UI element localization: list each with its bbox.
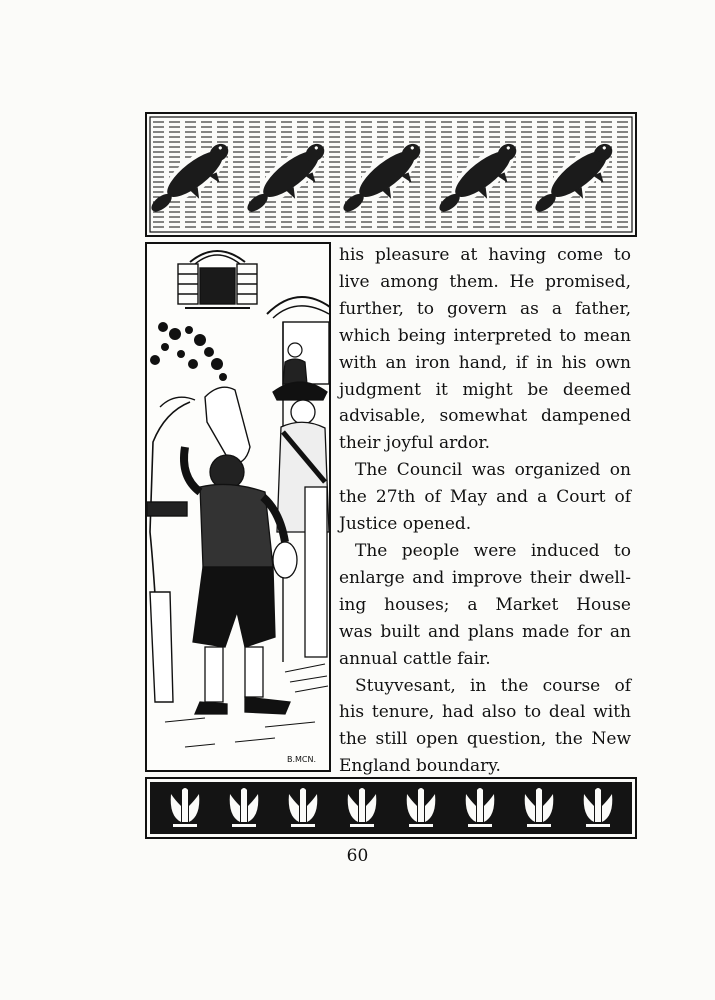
page-number: 60 (346, 846, 369, 866)
text-line: was built and plans made for an (339, 621, 631, 642)
text-line: judgment it might be deemed (339, 379, 631, 400)
paragraph (339, 538, 631, 673)
text-line: annual cattle fair. (339, 648, 491, 669)
beaver-banner (145, 112, 637, 237)
text-line: his pleasure at having come to (339, 245, 631, 265)
text-line: The people were induced to (355, 540, 631, 561)
text-line: enlarge and improve their dwell- (339, 567, 631, 588)
text-line: The Council was organized on (355, 460, 631, 481)
text-line: which being interpreted to mean (339, 325, 631, 346)
text-line: the 27th of May and a Court of (339, 487, 631, 508)
text-line: Justice opened. (339, 514, 472, 535)
text-line: live among them. He promised, (339, 271, 631, 292)
paragraph (339, 457, 631, 538)
text-line: with an iron hand, if in his own (339, 352, 631, 373)
illustrator-signature: B.MCN. (287, 755, 317, 764)
text-line: further, to govern as a father, (339, 298, 631, 319)
body-text-column (339, 242, 631, 780)
text-line: advisable, somewhat dampened (339, 406, 631, 427)
text-line: ing houses; a Market House (339, 594, 631, 615)
text-line: Stuyvesant, in the course of (355, 675, 631, 696)
text-line: his tenure, had also to deal with (339, 702, 631, 723)
colonial-scene-illustration (145, 242, 331, 772)
text-line: England boundary. (339, 756, 501, 777)
tulip-border (145, 777, 637, 839)
paragraph (339, 673, 631, 781)
text-line: the still open question, the New (339, 729, 631, 750)
paragraph (339, 242, 631, 457)
text-line: their joyful ardor. (339, 433, 491, 454)
